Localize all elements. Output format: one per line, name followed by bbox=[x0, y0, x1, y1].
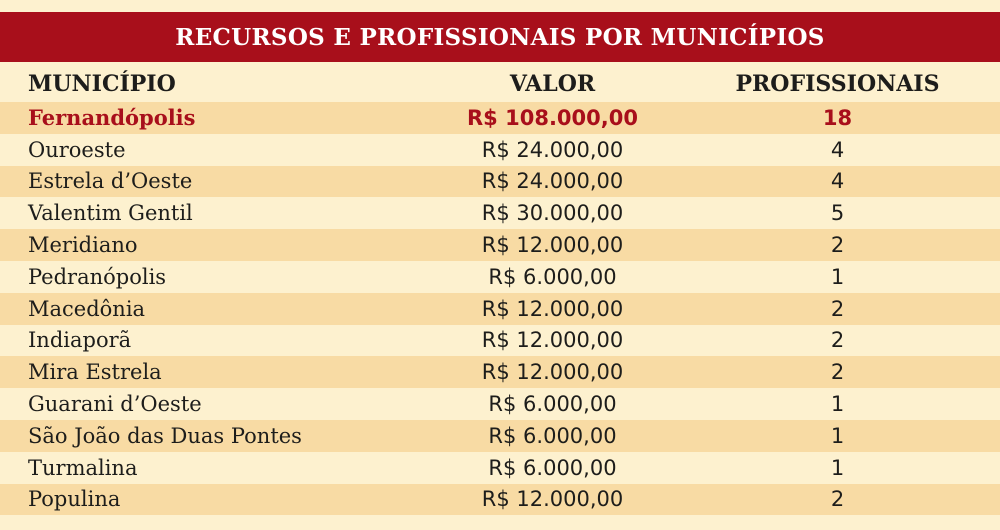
cell-municipio: Guarani d’Oeste bbox=[28, 392, 202, 417]
cell-valor: R$ 24.000,00 bbox=[481, 169, 624, 194]
table-row bbox=[0, 134, 1000, 166]
cell-valor: R$ 6.000,00 bbox=[488, 455, 617, 480]
cell-municipio: Meridiano bbox=[28, 233, 138, 258]
cell-profissionais: 1 bbox=[830, 264, 845, 289]
table-row bbox=[0, 229, 1000, 261]
header-municipio: MUNICÍPIO bbox=[28, 71, 176, 97]
table-row bbox=[0, 452, 1000, 484]
cell-municipio: Pedranópolis bbox=[28, 264, 167, 289]
cell-profissionais: 2 bbox=[830, 360, 845, 385]
cell-municipio: Valentim Gentil bbox=[28, 201, 193, 226]
municipality-table bbox=[0, 66, 1000, 515]
cell-valor: R$ 12.000,00 bbox=[481, 233, 624, 258]
cell-municipio: Ouroeste bbox=[28, 137, 126, 162]
cell-profissionais: 1 bbox=[830, 392, 845, 417]
cell-valor: R$ 30.000,00 bbox=[481, 201, 624, 226]
cell-profissionais: 1 bbox=[830, 423, 845, 448]
cell-profissionais: 5 bbox=[830, 201, 845, 226]
title-banner bbox=[0, 12, 1000, 62]
table-row bbox=[0, 484, 1000, 516]
cell-valor: R$ 6.000,00 bbox=[488, 392, 617, 417]
cell-municipio: São João das Duas Pontes bbox=[28, 423, 302, 448]
table-row bbox=[0, 166, 1000, 198]
table-row bbox=[0, 388, 1000, 420]
cell-profissionais: 4 bbox=[830, 169, 845, 194]
cell-municipio: Macedônia bbox=[28, 296, 146, 321]
cell-profissionais: 2 bbox=[830, 328, 845, 353]
cell-valor: R$ 24.000,00 bbox=[481, 137, 624, 162]
page-title: RECURSOS E PROFISSIONAIS POR MUNICÍPIOS bbox=[175, 23, 825, 51]
table-row bbox=[0, 293, 1000, 325]
cell-profissionais: 2 bbox=[830, 296, 845, 321]
cell-valor: R$ 12.000,00 bbox=[481, 487, 624, 512]
cell-valor: R$ 6.000,00 bbox=[488, 264, 617, 289]
table-row bbox=[0, 102, 1000, 134]
cell-profissionais: 18 bbox=[822, 105, 853, 130]
table-row bbox=[0, 356, 1000, 388]
cell-profissionais: 1 bbox=[830, 455, 845, 480]
header-valor: VALOR bbox=[509, 71, 596, 97]
table-header bbox=[0, 66, 1000, 102]
table-row bbox=[0, 261, 1000, 293]
cell-municipio: Fernandópolis bbox=[28, 105, 196, 131]
cell-valor: R$ 6.000,00 bbox=[488, 423, 617, 448]
cell-municipio: Estrela d’Oeste bbox=[28, 169, 193, 194]
cell-municipio: Indiaporã bbox=[28, 328, 132, 353]
cell-valor: R$ 12.000,00 bbox=[481, 360, 624, 385]
cell-profissionais: 2 bbox=[830, 233, 845, 258]
cell-municipio: Turmalina bbox=[28, 455, 138, 480]
cell-profissionais: 4 bbox=[830, 137, 845, 162]
table-row bbox=[0, 420, 1000, 452]
cell-valor: R$ 12.000,00 bbox=[481, 328, 624, 353]
header-profissionais: PROFISSIONAIS bbox=[735, 71, 940, 97]
cell-municipio: Populina bbox=[28, 487, 121, 512]
cell-valor: R$ 12.000,00 bbox=[481, 296, 624, 321]
table-row bbox=[0, 197, 1000, 229]
cell-valor: R$ 108.000,00 bbox=[467, 105, 638, 130]
table-row bbox=[0, 325, 1000, 357]
cell-municipio: Mira Estrela bbox=[28, 360, 162, 385]
cell-profissionais: 2 bbox=[830, 487, 845, 512]
